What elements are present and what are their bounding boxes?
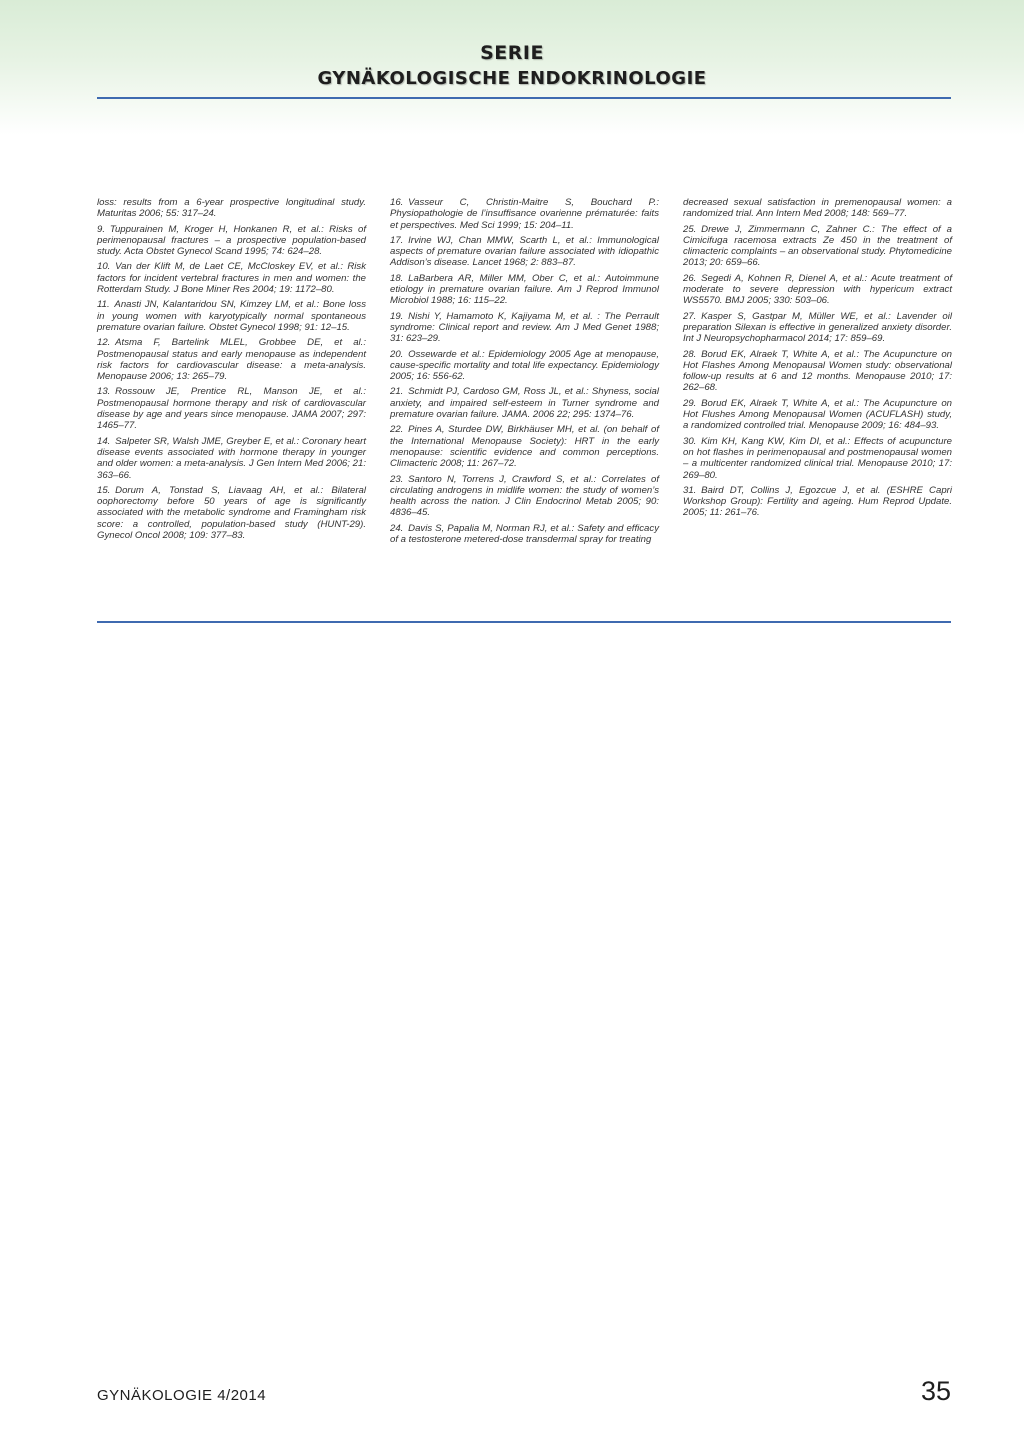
reference-number: 10. <box>97 261 111 273</box>
reference-number: 23. <box>390 473 404 485</box>
reference-text: Kasper S, Gastpar M, Müller WE, et al.: Lavender oil preparation Silexan is effective in generalized anxiety disorder. Int J Neuropsychopharmacol 2014; 17: 859–69. <box>683 310 952 345</box>
reference-number: 30. <box>683 435 697 447</box>
reference-number: 9. <box>97 223 106 235</box>
reference-number: 13. <box>97 386 111 398</box>
reference-text: Atsma F, Bartelink MLEL, Grobbee DE, et al.: Postmenopausal status and early menopause as independent risk factors for cardiovascular disease: a meta-analysis. Menopause 2006; 13: 265–79. <box>97 337 366 383</box>
reference-entry <box>390 474 659 519</box>
reference-text: LaBarbera AR, Miller MM, Ober C, et al.: Autoimmune etiology in premature ovarian failure. Am J Reprod Immunol Microbiol 1988; 16: 115–22. <box>390 272 659 307</box>
reference-number: 25. <box>683 223 697 235</box>
reference-number: 24. <box>390 522 404 534</box>
reference-text: Davis S, Papalia M, Norman RJ, et al.: Safety and efficacy of a testosterone metered-dose transdermal spray for treating <box>390 522 659 546</box>
reference-entry <box>97 386 366 431</box>
series-title <box>0 40 1024 92</box>
reference-entry <box>97 224 366 258</box>
reference-text: Segedi A, Kohnen R, Dienel A, et al.: Acute treatment of moderate to severe depression with hypericum extract WS5570. BMJ 2005; 330: 503–06. <box>683 272 952 307</box>
reference-entry <box>97 436 366 481</box>
reference-text: Tuppurainen M, Kroger H, Honkanen R, et al.: Risks of perimenopausal fractures – a prospective population-based study. Acta Obstet Gynecol Scand 1995; 74: 624–28. <box>97 223 366 258</box>
reference-number: 21. <box>390 386 404 398</box>
series-title-line1: SERIE <box>480 42 544 64</box>
reference-entry <box>683 224 952 269</box>
references-column-3 <box>683 197 952 523</box>
reference-entry <box>683 349 952 394</box>
references-divider <box>97 621 951 623</box>
reference-text: Borud EK, Alraek T, White A, et al.: The Acupuncture on Hot Flushes Among Menopausal Women (ACUFLASH) study, a randomized controlled trial. Menopause 2009; 16: 484–93. <box>683 397 952 432</box>
reference-text: Rossouw JE, Prentice RL, Manson JE, et al.: Postmenopausal hormone therapy and risk of cardiovascular disease by age and years since menopause. JAMA 2007; 297: 1465–77. <box>97 386 366 432</box>
reference-text: Santoro N, Torrens J, Crawford S, et al.: Correlates of circulating androgens in midlife women: the study of women’s health across the nation. J Clin Endocrinol Metab 2005; 90: 4836–45. <box>390 473 659 519</box>
reference-text: Vasseur C, Christin-Maitre S, Bouchard P.: Physiopathologie de l’insuffisance ovarienne prématurée: faits et perspectives. Med Sci 1999; 15: 204–11. <box>390 197 659 231</box>
reference-number: 14. <box>97 435 111 447</box>
reference-text: Van der Klift M, de Laet CE, McCloskey EV, et al.: Risk factors for incident vertebral fractures in men and women: the Rotterdam Study. J Bone Miner Res 2004; 19: 1172–80. <box>97 261 366 296</box>
reference-text: Baird DT, Collins J, Egozcue J, et al. (ESHRE Capri Workshop Group): Fertility and ageing. Hum Reprod Update. 2005; 11: 261–76. <box>683 484 952 519</box>
reference-number: 20. <box>390 348 404 360</box>
reference-text: Ossewarde et al.: Epidemiology 2005 Age at menopause, cause-specific mortality and total life expectancy. Epidemiology 2005; 16: 556-62. <box>390 348 659 383</box>
reference-text: Pines A, Sturdee DW, Birkhäuser MH, et al. (on behalf of the International Menopause Society): HRT in the early menopause: scientific evidence and common perceptions. Climacteric 2008; 11: 267–72. <box>390 424 659 470</box>
reference-entry <box>390 311 659 345</box>
reference-number: 19. <box>390 310 404 322</box>
reference-entry <box>683 273 952 307</box>
reference-text: Nishi Y, Hamamoto K, Kajiyama M, et al. : The Perrault syndrome: Clinical report and review. Am J Med Genet 1988; 31: 623–29. <box>390 310 659 345</box>
reference-number: 22. <box>390 424 404 436</box>
page-number: 35 <box>920 1376 951 1406</box>
reference-entry <box>97 485 366 541</box>
reference-entry <box>390 523 659 546</box>
reference-text: Dorum A, Tonstad S, Liavaag AH, et al.: Bilateral oophorectomy before 50 years of age is significantly associated with the metabolic syndrome and Framingham risk score: a controlled, population-based study (HUNT-29). Gynecol Oncol 2008; 109: 377–83. <box>97 484 366 542</box>
reference-text: Schmidt PJ, Cardoso GM, Ross JL, et al.: Shyness, social anxiety, and impaired self-esteem in Turner syndrome and premature ovarian failure. JAMA. 2006 22; 295: 1374–76. <box>390 386 659 421</box>
reference-number: 16. <box>390 197 404 208</box>
references-column-1 <box>97 197 366 545</box>
reference-text: decreased sexual satisfaction in premenopausal women: a randomized trial. Ann Intern Med 2008; 148: 569–77. <box>683 197 952 220</box>
reference-entry <box>683 485 952 519</box>
reference-entry <box>683 436 952 481</box>
reference-entry <box>97 299 366 333</box>
reference-entry <box>683 311 952 345</box>
reference-number: 12. <box>97 337 111 349</box>
reference-number: 18. <box>390 272 404 284</box>
references-column-2 <box>390 197 659 549</box>
reference-text: Drewe J, Zimmermann C, Zahner C.: The effect of a Cimicifuga racemosa extracts Ze 450 in the treatment of climacteric complaints – an observational study. Phytomedicine 2013; 20: 659–66. <box>683 223 952 269</box>
series-title-line2: GYNÄKOLOGISCHE ENDOKRINOLOGIE <box>317 68 707 89</box>
reference-entry <box>390 273 659 307</box>
reference-text: loss: results from a 6-year prospective longitudinal study. Maturitas 2006; 55: 317–24. <box>97 197 366 220</box>
reference-entry <box>683 398 952 432</box>
reference-entry <box>390 386 659 420</box>
header-divider <box>97 97 951 99</box>
reference-number: 17. <box>390 234 404 246</box>
reference-number: 27. <box>683 310 697 322</box>
reference-entry <box>390 349 659 383</box>
reference-text: Irvine WJ, Chan MMW, Scarth L, et al.: Immunological aspects of premature ovarian failure associated with idiopathic Addison’s disease. Lancet 1968; 2: 883–87. <box>390 234 659 269</box>
reference-entry <box>97 337 366 382</box>
reference-number: 15. <box>97 484 111 496</box>
reference-text: Kim KH, Kang KW, Kim DI, et al.: Effects of acupuncture on hot flashes in perimenopausal and postmenopausal women – a multicenter randomized clinical trial. Menopause 2010; 17: 269–80. <box>683 435 952 481</box>
reference-text: Salpeter SR, Walsh JME, Greyber E, et al.: Coronary heart disease events associated with hormone therapy in younger and older women: a meta-analysis. J Gen Intern Med 2006; 21: 363–66. <box>97 435 366 481</box>
reference-text: Anasti JN, Kalantaridou SN, Kimzey LM, et al.: Bone loss in young women with karyotypically normal spontaneous premature ovarian failure. Obstet Gynecol 1998; 91: 12–15. <box>97 299 366 333</box>
reference-entry <box>390 197 659 231</box>
reference-entry <box>390 424 659 469</box>
reference-entry <box>97 197 366 220</box>
reference-number: 31. <box>683 484 697 496</box>
reference-entry <box>390 235 659 269</box>
reference-number: 11. <box>97 299 110 311</box>
reference-number: 26. <box>683 272 697 284</box>
reference-entry <box>97 261 366 295</box>
reference-text: Borud EK, Alraek T, White A, et al.: The Acupuncture on Hot Flashes Among Menopausal Women study: observational follow-up results at 6 and 12 months. Menopause 2010; 17: 262–68. <box>683 348 952 394</box>
reference-entry <box>683 197 952 220</box>
reference-number: 29. <box>683 397 697 409</box>
reference-number: 28. <box>683 348 697 360</box>
journal-issue: GYNÄKOLOGIE 4/2014 <box>97 1387 267 1404</box>
